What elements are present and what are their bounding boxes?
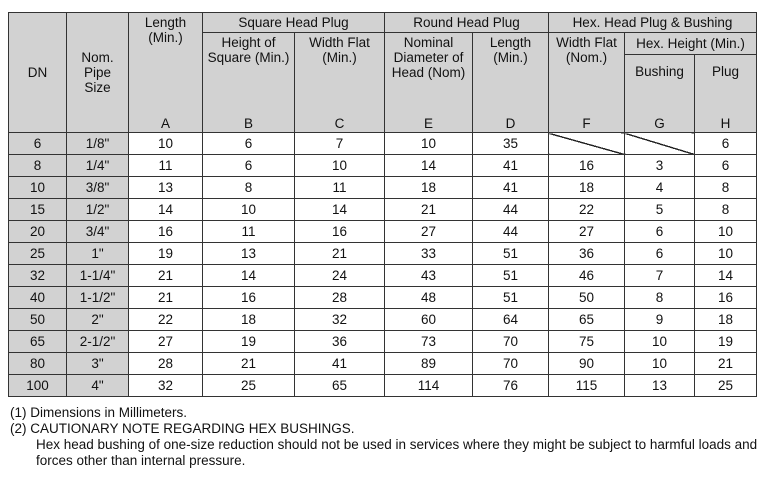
cell-g: 7 [625,265,695,287]
cell-size: 1/8" [67,133,129,155]
cell-h: 6 [695,133,757,155]
cell-d: 41 [473,177,549,199]
cell-g: 13 [625,375,695,397]
cell-f: 36 [549,243,625,265]
cell-dn: 40 [9,287,67,309]
cell-e: 114 [385,375,473,397]
cell-size: 1/4" [67,155,129,177]
table-row [9,309,757,331]
cell-b: 11 [203,221,295,243]
cell-a: 11 [129,155,203,177]
table-row [9,353,757,375]
cell-b: 25 [203,375,295,397]
cell-f: 90 [549,353,625,375]
table-row [9,155,757,177]
cell-a: 28 [129,353,203,375]
cell-f: 75 [549,331,625,353]
table-row [9,243,757,265]
cell-f: 115 [549,375,625,397]
cell-dn: 10 [9,177,67,199]
notes [10,405,762,469]
header-letter-a: A [160,116,170,131]
cell-dn: 50 [9,309,67,331]
header-length-d: Length (Min.) D [473,33,549,133]
header-nominal-diameter-e: Nominal Diameter of Head (Nom) E [385,33,473,133]
cell-g: 3 [625,155,695,177]
cell-f: 16 [549,155,625,177]
table-row [9,221,757,243]
cell-h: 14 [695,265,757,287]
cell-c: 28 [295,287,385,309]
header-round-head-plug: Round Head Plug [385,13,549,33]
cell-b: 13 [203,243,295,265]
cell-e: 21 [385,199,473,221]
cell-dn: 100 [9,375,67,397]
cell-b: 21 [203,353,295,375]
cell-d: 64 [473,309,549,331]
cell-size: 1/2" [67,199,129,221]
cell-a: 13 [129,177,203,199]
cell-b: 19 [203,331,295,353]
cell-d: 44 [473,199,549,221]
cell-c: 24 [295,265,385,287]
cell-b: 10 [203,199,295,221]
cell-c: 14 [295,199,385,221]
cell-f: 65 [549,309,625,331]
cell-dn: 25 [9,243,67,265]
header-width-flat-c: Width Flat (Min.) C [295,33,385,133]
table-row [9,331,757,353]
cell-h: 8 [695,199,757,221]
cell-a: 32 [129,375,203,397]
cell-g: 4 [625,177,695,199]
cell-f: 18 [549,177,625,199]
cell-e: 89 [385,353,473,375]
header-length-a: Length (Min.) A [129,13,203,133]
cell-dn: 15 [9,199,67,221]
table-row [9,199,757,221]
cell-a: 21 [129,265,203,287]
cell-g: 5 [625,199,695,221]
cell-h: 16 [695,287,757,309]
header-bushing-g: Bushing G [625,55,695,133]
cell-a: 27 [129,331,203,353]
cell-d: 70 [473,353,549,375]
header-letter-c: C [334,116,345,131]
note-cautionary-body: Hex head bushing of one-size reduction should not be used in services where they might be subject to harmful loads and forces other than internal pressure. [36,437,758,468]
cell-e: 48 [385,287,473,309]
cell-d: 51 [473,287,549,309]
cell-d: 76 [473,375,549,397]
cell-f: 50 [549,287,625,309]
cell-e: 43 [385,265,473,287]
cell-h: 21 [695,353,757,375]
cell-size: 2" [67,309,129,331]
header-hex-head-plug-bushing: Hex. Head Plug & Bushing [549,13,757,33]
cell-h: 19 [695,331,757,353]
cell-h: 18 [695,309,757,331]
header-plug-h: Plug H [695,55,757,133]
cell-size: 3/8" [67,177,129,199]
table-row [9,133,757,155]
cell-f: 22 [549,199,625,221]
cell-size: 2-1/2" [67,331,129,353]
table-header [9,13,757,133]
cell-dn: 8 [9,155,67,177]
cell-size: 4" [67,375,129,397]
header-letter-e: E [423,116,433,131]
note-cautionary-title: (2) CAUTIONARY NOTE REGARDING HEX BUSHINGS. [10,421,355,436]
cell-c: 41 [295,353,385,375]
header-hex-height: Hex. Height (Min.) [625,33,757,55]
cell-size: 1-1/4" [67,265,129,287]
cell-size: 1" [67,243,129,265]
cell-d: 70 [473,331,549,353]
table-row [9,375,757,397]
cell-size: 3/4" [67,221,129,243]
header-square-head-plug: Square Head Plug [203,13,385,33]
cell-a: 14 [129,199,203,221]
cell-d: 41 [473,155,549,177]
cell-b: 8 [203,177,295,199]
cell-e: 33 [385,243,473,265]
cell-h: 6 [695,155,757,177]
cell-h: 8 [695,177,757,199]
cell-g: 10 [625,331,695,353]
header-letter-b: B [243,116,253,131]
cell-c: 16 [295,221,385,243]
header-width-flat-f: Width Flat (Nom.) F [549,33,625,133]
cell-f-not-applicable [549,133,625,155]
cell-c: 36 [295,331,385,353]
cell-a: 22 [129,309,203,331]
header-dn: DN [9,13,67,133]
cell-dn: 65 [9,331,67,353]
cell-e: 10 [385,133,473,155]
table-row [9,265,757,287]
cell-e: 60 [385,309,473,331]
cell-e: 73 [385,331,473,353]
cell-e: 18 [385,177,473,199]
cell-h: 10 [695,243,757,265]
cell-g: 6 [625,221,695,243]
note-dimensions: (1) Dimensions in Millimeters. [10,405,188,420]
cell-dn: 6 [9,133,67,155]
cell-c: 7 [295,133,385,155]
cell-d: 35 [473,133,549,155]
table-row [9,177,757,199]
cell-dn: 80 [9,353,67,375]
header-letter-g: G [654,116,665,131]
dimensions-table [8,12,757,397]
cell-c: 65 [295,375,385,397]
cell-c: 32 [295,309,385,331]
cell-b: 6 [203,155,295,177]
header-letter-h: H [720,116,731,131]
cell-c: 11 [295,177,385,199]
cell-b: 18 [203,309,295,331]
cell-g: 10 [625,353,695,375]
cell-b: 6 [203,133,295,155]
cell-e: 27 [385,221,473,243]
cell-f: 46 [549,265,625,287]
cell-g: 9 [625,309,695,331]
header-letter-d: D [505,116,516,131]
header-height-of-square-b: Height of Square (Min.) B [203,33,295,133]
cell-dn: 32 [9,265,67,287]
table-row [9,287,757,309]
cell-c: 10 [295,155,385,177]
cell-d: 51 [473,265,549,287]
cell-dn: 20 [9,221,67,243]
cell-e: 14 [385,155,473,177]
cell-h: 25 [695,375,757,397]
cell-size: 1-1/2" [67,287,129,309]
cell-a: 21 [129,287,203,309]
cell-b: 16 [203,287,295,309]
cell-a: 16 [129,221,203,243]
header-nom-pipe-size: Nom. Pipe Size [67,13,129,133]
cell-g-not-applicable [625,133,695,155]
header-letter-f: F [582,116,591,131]
cell-a: 19 [129,243,203,265]
cell-g: 8 [625,287,695,309]
cell-size: 3" [67,353,129,375]
table-body [9,133,757,397]
cell-h: 10 [695,221,757,243]
cell-a: 10 [129,133,203,155]
cell-g: 6 [625,243,695,265]
cell-b: 14 [203,265,295,287]
cell-d: 51 [473,243,549,265]
cell-f: 27 [549,221,625,243]
cell-d: 44 [473,221,549,243]
dimensions-table-container [8,12,757,397]
cell-c: 21 [295,243,385,265]
